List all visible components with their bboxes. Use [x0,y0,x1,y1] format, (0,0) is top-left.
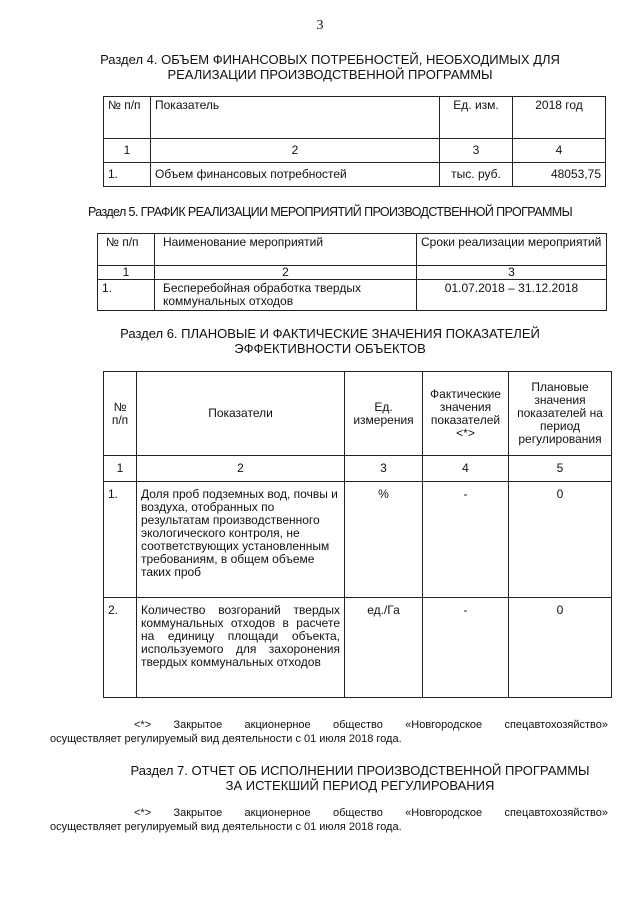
numbering-cell: 4 [423,456,509,482]
header-cell: № п/п [104,97,151,139]
table-numbering-row [104,456,612,482]
section5-title: Раздел 5. ГРАФИК РЕАЛИЗАЦИИ МЕРОПРИЯТИЙ ПРОИЗВОДСТВЕННОЙ ПРОГРАММЫ [87,205,573,219]
numbering-cell: 2 [151,139,440,163]
section4-title [60,52,600,82]
section6-table [103,371,612,698]
row-indicator: Количество возгораний твердых коммунальных отходов в расчете на единицу площади объекта, используемого для захоронения твердых коммунальных отходов [137,598,345,698]
table-header-row [98,234,607,266]
numbering-cell: 1 [104,139,151,163]
section7-title [120,763,600,793]
header-cell: 2018 год [513,97,606,139]
table-row [104,163,606,187]
section4-title-line1: Раздел 4. ОБЪЕМ ФИНАНСОВЫХ ПОТРЕБНОСТЕЙ, НЕОБХОДИМЫХ ДЛЯ [100,52,560,67]
row-actual: - [423,598,509,698]
section7-title-line2: ЗА ИСТЕКШИЙ ПЕРИОД РЕГУЛИРОВАНИЯ [225,778,495,793]
row-unit: тыс. руб. [440,163,513,187]
section6-title [60,326,600,356]
section6-title-line2: ЭФФЕКТИВНОСТИ ОБЪЕКТОВ [234,341,426,356]
header-cell: № п/п [98,234,155,266]
row-indicator: Доля проб подземных вод, почвы и воздуха, отобранных по результатам производственного экологического контроля, не соответствующих установленным требованиям, в общем объеме таких проб [137,482,345,598]
footnote-line2: осуществляет регулируемый вид деятельности с 01 июля 2018 года. [50,733,402,745]
row-number: 2. [104,598,137,698]
footnote-line1: <*> Закрытое акционерное общество «Новгородское спецавтохозяйство» [134,807,608,819]
footnote-line1: <*> Закрытое акционерное общество «Новгородское спецавтохозяйство» [134,719,608,731]
row-number: 1. [98,280,155,311]
section7-title-line1: Раздел 7. ОТЧЕТ ОБ ИСПОЛНЕНИИ ПРОИЗВОДСТВЕННОЙ ПРОГРАММЫ [130,763,590,778]
numbering-cell: 3 [345,456,423,482]
header-cell: Наименование мероприятий [155,234,417,266]
header-cell: Показатели [137,372,345,456]
header-cell: № п/п [104,372,137,456]
section7-footnote [50,806,608,834]
header-cell: Показатель [151,97,440,139]
row-indicator: Объем финансовых потребностей [151,163,440,187]
section4-table [103,96,606,187]
table-header-row [104,372,612,456]
numbering-cell: 4 [513,139,606,163]
numbering-cell: 1 [104,456,137,482]
numbering-cell: 5 [509,456,612,482]
row-unit: ед./Га [345,598,423,698]
row-unit: % [345,482,423,598]
table-row [104,482,612,598]
section5-table [97,233,607,311]
row-number: 1. [104,482,137,598]
row-name: Бесперебойная обработка твердых коммунальных отходов [155,280,417,311]
header-cell: Ед. изм. [440,97,513,139]
numbering-cell: 2 [137,456,345,482]
header-cell: Фактические значения показателей <*> [423,372,509,456]
row-number: 1. [104,163,151,187]
header-cell: Плановые значения показателей на период регулирования [509,372,612,456]
page-number: 3 [316,18,324,33]
row-period: 01.07.2018 – 31.12.2018 [417,280,607,311]
row-planned: 0 [509,598,612,698]
numbering-cell: 2 [155,266,417,280]
table-numbering-row [104,139,606,163]
row-planned: 0 [509,482,612,598]
footnote-line2: осуществляет регулируемый вид деятельности с 01 июля 2018 года. [50,821,402,833]
section6-footnote [50,718,608,746]
numbering-cell: 3 [417,266,607,280]
header-cell: Ед. измерения [345,372,423,456]
table-header-row [104,97,606,139]
section4-title-line2: РЕАЛИЗАЦИИ ПРОИЗВОДСТВЕННОЙ ПРОГРАММЫ [167,67,493,82]
header-cell: Сроки реализации мероприятий [417,234,607,266]
section6-title-line1: Раздел 6. ПЛАНОВЫЕ И ФАКТИЧЕСКИЕ ЗНАЧЕНИЯ ПОКАЗАТЕЛЕЙ [120,326,540,341]
row-value: 48053,75 [513,163,606,187]
row-actual: - [423,482,509,598]
table-numbering-row [98,266,607,280]
table-row [98,280,607,311]
numbering-cell: 1 [98,266,155,280]
table-row [104,598,612,698]
numbering-cell: 3 [440,139,513,163]
